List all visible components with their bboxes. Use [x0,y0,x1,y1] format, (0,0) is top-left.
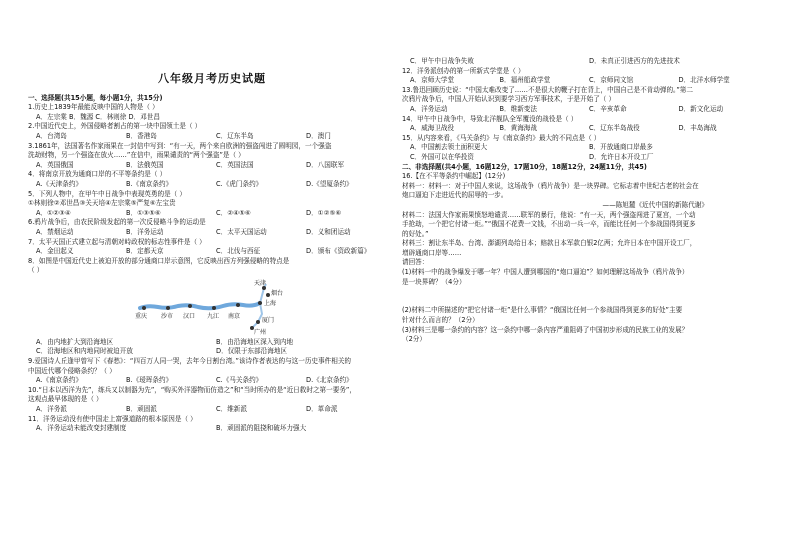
q12-options [402,76,768,86]
q5-option-b: B．①③⑤⑥ [126,208,161,217]
q9-option-c: C.《马关条约》 [216,376,263,385]
q6-option-d: D．义和团运动 [306,227,351,236]
material2-line3: 的好处。” [402,229,429,238]
q8-options-row2 [28,347,396,357]
q9-option-b: B.《瑷珲条约》 [126,376,173,385]
q4-options [28,180,396,190]
q14-option-b: B．黄海海战 [499,124,537,133]
subquestion2-line1: (2)材料二中所描述的“把它付诸一炬”是什么事情？“俄国比任何一个参战国得到更多的好处”主要 [402,306,683,315]
treaty-ports-map [28,278,396,336]
q7-stem: 7．太平天国正式建立起与清朝对峙政权的标志性事件是（ ） [28,237,206,246]
subquestion3-line2: （2分） [402,335,426,344]
q3-options [28,161,396,171]
map-label-jiujiang: 九江 [207,312,220,320]
map-label-yantai: 烟台 [271,289,284,297]
q8-stem-line2: （ ） [28,266,44,275]
q10-options [28,405,396,415]
q3-option-b: B．法俄英国 [126,160,164,169]
q8-option-d: D．仅限于东部沿海地区 [216,347,288,356]
q12-option-c: C．京师同文馆 [589,76,634,85]
q6-option-b: B．洋务运动 [126,227,164,236]
q11-option-a: A．洋务运动未能改变封建制度 [36,424,127,433]
q12-option-b: B．福州船政学堂 [499,76,551,85]
q7-option-c: C．北伐与西征 [216,247,261,256]
city-dot-jiujiang [212,306,216,310]
q14-option-c: C．辽东半岛战役 [589,124,640,133]
q4-option-a: A.《天津条约》 [36,179,83,188]
q6-options [28,228,396,238]
map-label-guangzhou: 广州 [254,328,267,336]
q15-stem: 15．从内容来看，《马关条约》与《南京条约》最大的不同点是（ ） [402,133,601,142]
q10-option-d: D．革命派 [306,405,338,414]
q14-options [402,124,768,134]
q7-option-b: B．定都天京 [126,247,164,256]
left-column [28,0,396,434]
q8-option-b: B．由沿海地区深入到内地 [216,337,294,346]
q4-option-c: C.《虎门条约》 [216,179,263,188]
section2-heading: 二、非选择题(共4小题，16题12分，17题10分，18题12分，24题11分，共45) [402,162,647,171]
answer-space-1b [402,297,768,307]
q15-option-c: C．外国可以在华投资 [410,152,474,161]
q11-option-d: D．未真正引进西方的先进技术 [589,57,680,65]
map-label-nanjing: 南京 [228,312,241,320]
city-dot-nanjing [236,303,240,307]
q5-option-d: D．①②⑤⑥ [306,208,342,217]
material1-source: ——陈旭麓《近代中国的新陈代谢》 [602,200,708,209]
city-dot-chongqing [142,306,146,310]
q5-options [28,209,396,219]
q15-options-row2 [402,153,768,163]
subquestion2-line2: 针对什么而言的？（2分） [402,316,479,325]
q7-option-d: D．颁布《资政新篇》 [306,247,371,256]
q15-options-row1 [402,143,768,153]
q14-option-d: D．丰岛海战 [678,124,717,133]
q11-options-left [28,424,396,434]
q5-note: ①林则徐②邓世昌③关天培④左宗棠⑤严复⑥左宝贵 [28,199,176,208]
q7-option-a: A．金田起义 [36,247,74,256]
q2-option-b: B．香港岛 [126,131,157,140]
q9-stem-line2: 中国近代哪个侵略条约？（ ） [28,366,116,375]
q6-stem: 6.鸦片战争后，由农民阶级发起的第一次反侵略斗争的运动是 [28,218,206,227]
q2-stem: 2.中国近代史上，外国侵略者割占的第一块中国领土是（ ） [28,122,202,131]
right-column [402,57,768,345]
q15-option-d: D．允许日本开设工厂 [589,152,654,161]
q12-option-d: D．北洋水师学堂 [678,76,730,85]
material2-line2: 手抢劫，一个把它付诸一炬。”“俄国不花费一文钱，不出动一兵一卒，而能比任何一个参战国得到更多 [402,220,696,229]
q4-option-b: B.《南京条约》 [126,179,173,188]
q12-option-a: A．京师大学堂 [410,76,455,85]
q15-option-a: A．中国割去领土面积更大 [410,143,488,152]
yangtze-river [140,303,260,308]
q13-option-a: A．洋务运动 [410,104,448,113]
q2-option-d: D．澳门 [306,131,331,140]
q10-stem-line2: 这观点最早体现的是（ ） [28,395,103,404]
q9-option-d: D.《北京条约》 [306,376,353,385]
q13-option-c: C．辛亥革命 [589,104,627,113]
q6-option-c: C．太平天国运动 [216,227,267,236]
map-label-hankou: 汉口 [183,312,196,320]
subquestion1-line2: 是一块界碑？（4分） [402,277,466,286]
map-label-tianjin: 天津 [254,279,267,287]
q1-options: A．左宗棠 B．魏源 C．林则徐 D．邓世昌 [36,112,160,121]
material3-line1: 材料三：割让东半岛、台湾、澎湖列岛给日本；赔款日本军款白银2亿两；允许日本在中国开设工厂， [402,239,697,248]
q3-stem-line2: 洗劫财物，另一个强盗在放火……”在信中，雨果谴责的“两个强盗”是（ ） [28,151,245,160]
q13-option-b: B．维新变法 [499,104,537,113]
q5-option-a: A．①②③④ [36,208,71,217]
q5-option-c: C．②④⑤⑥ [216,208,251,217]
q15-option-b: B．开放通商口岸最多 [589,143,653,152]
q13-stem-line1: 13.鲁迅回顾历史说：“中国太难改变了……不是很大的鞭子打在背上，中国自己是不肯动弹的。”第二 [402,85,693,94]
subquestion1-line1: (1)材料一中的战争爆发于哪一年？中国人遭到哪国的“炮口逼迫”？如何理解这场战争（鸦片战争） [402,268,689,277]
q14-stem: 14．甲午中日战争中，导致北洋舰队全军覆没的战役是（ ） [402,114,578,123]
subquestion3-line1: (3)材料三是哪一条约的内容？这一条约中哪一条内容严重阻碍了中国初步形成的民族工业的发展？ [402,325,689,334]
city-dot-shanghai [258,301,262,305]
q10-option-c: C．维新派 [216,405,247,414]
q4-stem: 4．将南京开放为通商口岸的不平等条约是（ ） [28,170,167,179]
section1-heading: 一、选择题(共15小题，每小题1分，共15分) [28,93,163,102]
q2-options [28,132,396,142]
map-label-shashi: 沙市 [161,312,174,320]
material1-line2: 炮口逼迫下走进近代的屈辱的一步。 [402,191,508,200]
q8-stem-line1: 8．如图是中国近代史上被迫开放的部分通商口岸示意图，它反映出西方列强侵略的特点是 [28,256,290,265]
map-label-shanghai: 上海 [264,299,277,307]
map-label-xiamen: 厦门 [262,316,275,324]
q13-stem-line2: 次鸦片战争后，中国人开始认识到要学习西方军事技术，于是开始了（ ） [402,95,616,104]
q13-options [402,105,768,115]
river-map-svg [28,278,396,336]
q16-heading: 16.【在不平等条约中崛起】(12分) [402,172,506,181]
q11-options-right [402,57,768,67]
q2-option-a: A．台湾岛 [36,131,67,140]
q3-option-d: D．八国联军 [306,160,345,169]
city-dot-yantai [266,293,270,297]
q1-stem: 1.历史上1839年最能反映中国的人物是（ ） [28,103,159,112]
q4-option-d: D.《望厦条约》 [306,179,353,188]
q11-option-c: C．甲午中日战争失败 [410,57,474,65]
material1-line1: 材料一：材料一：对于中国人来说，这场战争（鸦片战争）是一块界碑。它标志着中世纪古老的社会在 [402,181,699,190]
q9-option-a: A.《南京条约》 [36,376,83,385]
city-dot-shashi [166,306,170,310]
q10-option-a: A．洋务派 [36,405,67,414]
q14-option-a: A．威海卫战役 [410,124,455,133]
city-dot-xiamen [256,320,260,324]
q6-option-a: A．禁烟运动 [36,227,74,236]
q10-option-b: B．顽固派 [126,405,157,414]
answer-space-1[interactable] [402,287,768,297]
q3-option-c: C．英国法国 [216,160,254,169]
q3-option-a: A．英国俄国 [36,160,74,169]
q2-option-c: C．辽东半岛 [216,131,254,140]
q10-stem-line1: 10.“日本以西洋为先”，练兵又以制器为先”，“购买外洋器物而仿造之”和“当时所办的是“近日救时之第一要务”， [28,385,356,394]
material3-line2: 增辟通商口岸等…… [402,248,462,257]
material2-line1: 材料二：法国大作家雨果愤怒地谴责……联军的暴行，他说：“有一天，两个强盗闯进了夏宫，一个动 [402,210,696,219]
map-label-chongqing: 重庆 [135,312,148,320]
q11-stem: 11．洋务运动没有使中国走上富强道路的根本原因是（ ） [28,414,197,423]
q8-option-c: C．沿海地区和内地同时被迫开放 [36,347,133,356]
q5-stem: 5．下列人物中，在甲午中日战争中表现英勇的是（ ） [28,189,186,198]
q9-options [28,376,396,386]
q3-stem-line1: 3.1861年，法国著名作家雨果在一封信中写到：“有一天，两个来自欧洲的强盗闯进了圆明园，一个强盗 [28,141,332,150]
q7-options [28,247,396,257]
q12-stem: 12．洋务派创办的第一所新式学堂是（ ） [402,66,525,75]
exam-title: 八年级月考历史试题 [158,72,266,85]
q9-stem-line1: 9.爱国诗人丘逢甲曾写下《春愁》：“四百万人同一哭，去年今日割台湾。”该诗作者表达的与这一历史事件相关的 [28,357,352,366]
q13-option-d: D．新文化运动 [678,104,724,113]
q11-option-b: B．顽固派的阻挠和破坏力强大 [216,424,307,433]
answer-prompt: 请回答： [402,258,429,267]
q8-option-a: A．由内地扩大到沿海地区 [36,337,114,346]
city-dot-hankou [188,304,192,308]
